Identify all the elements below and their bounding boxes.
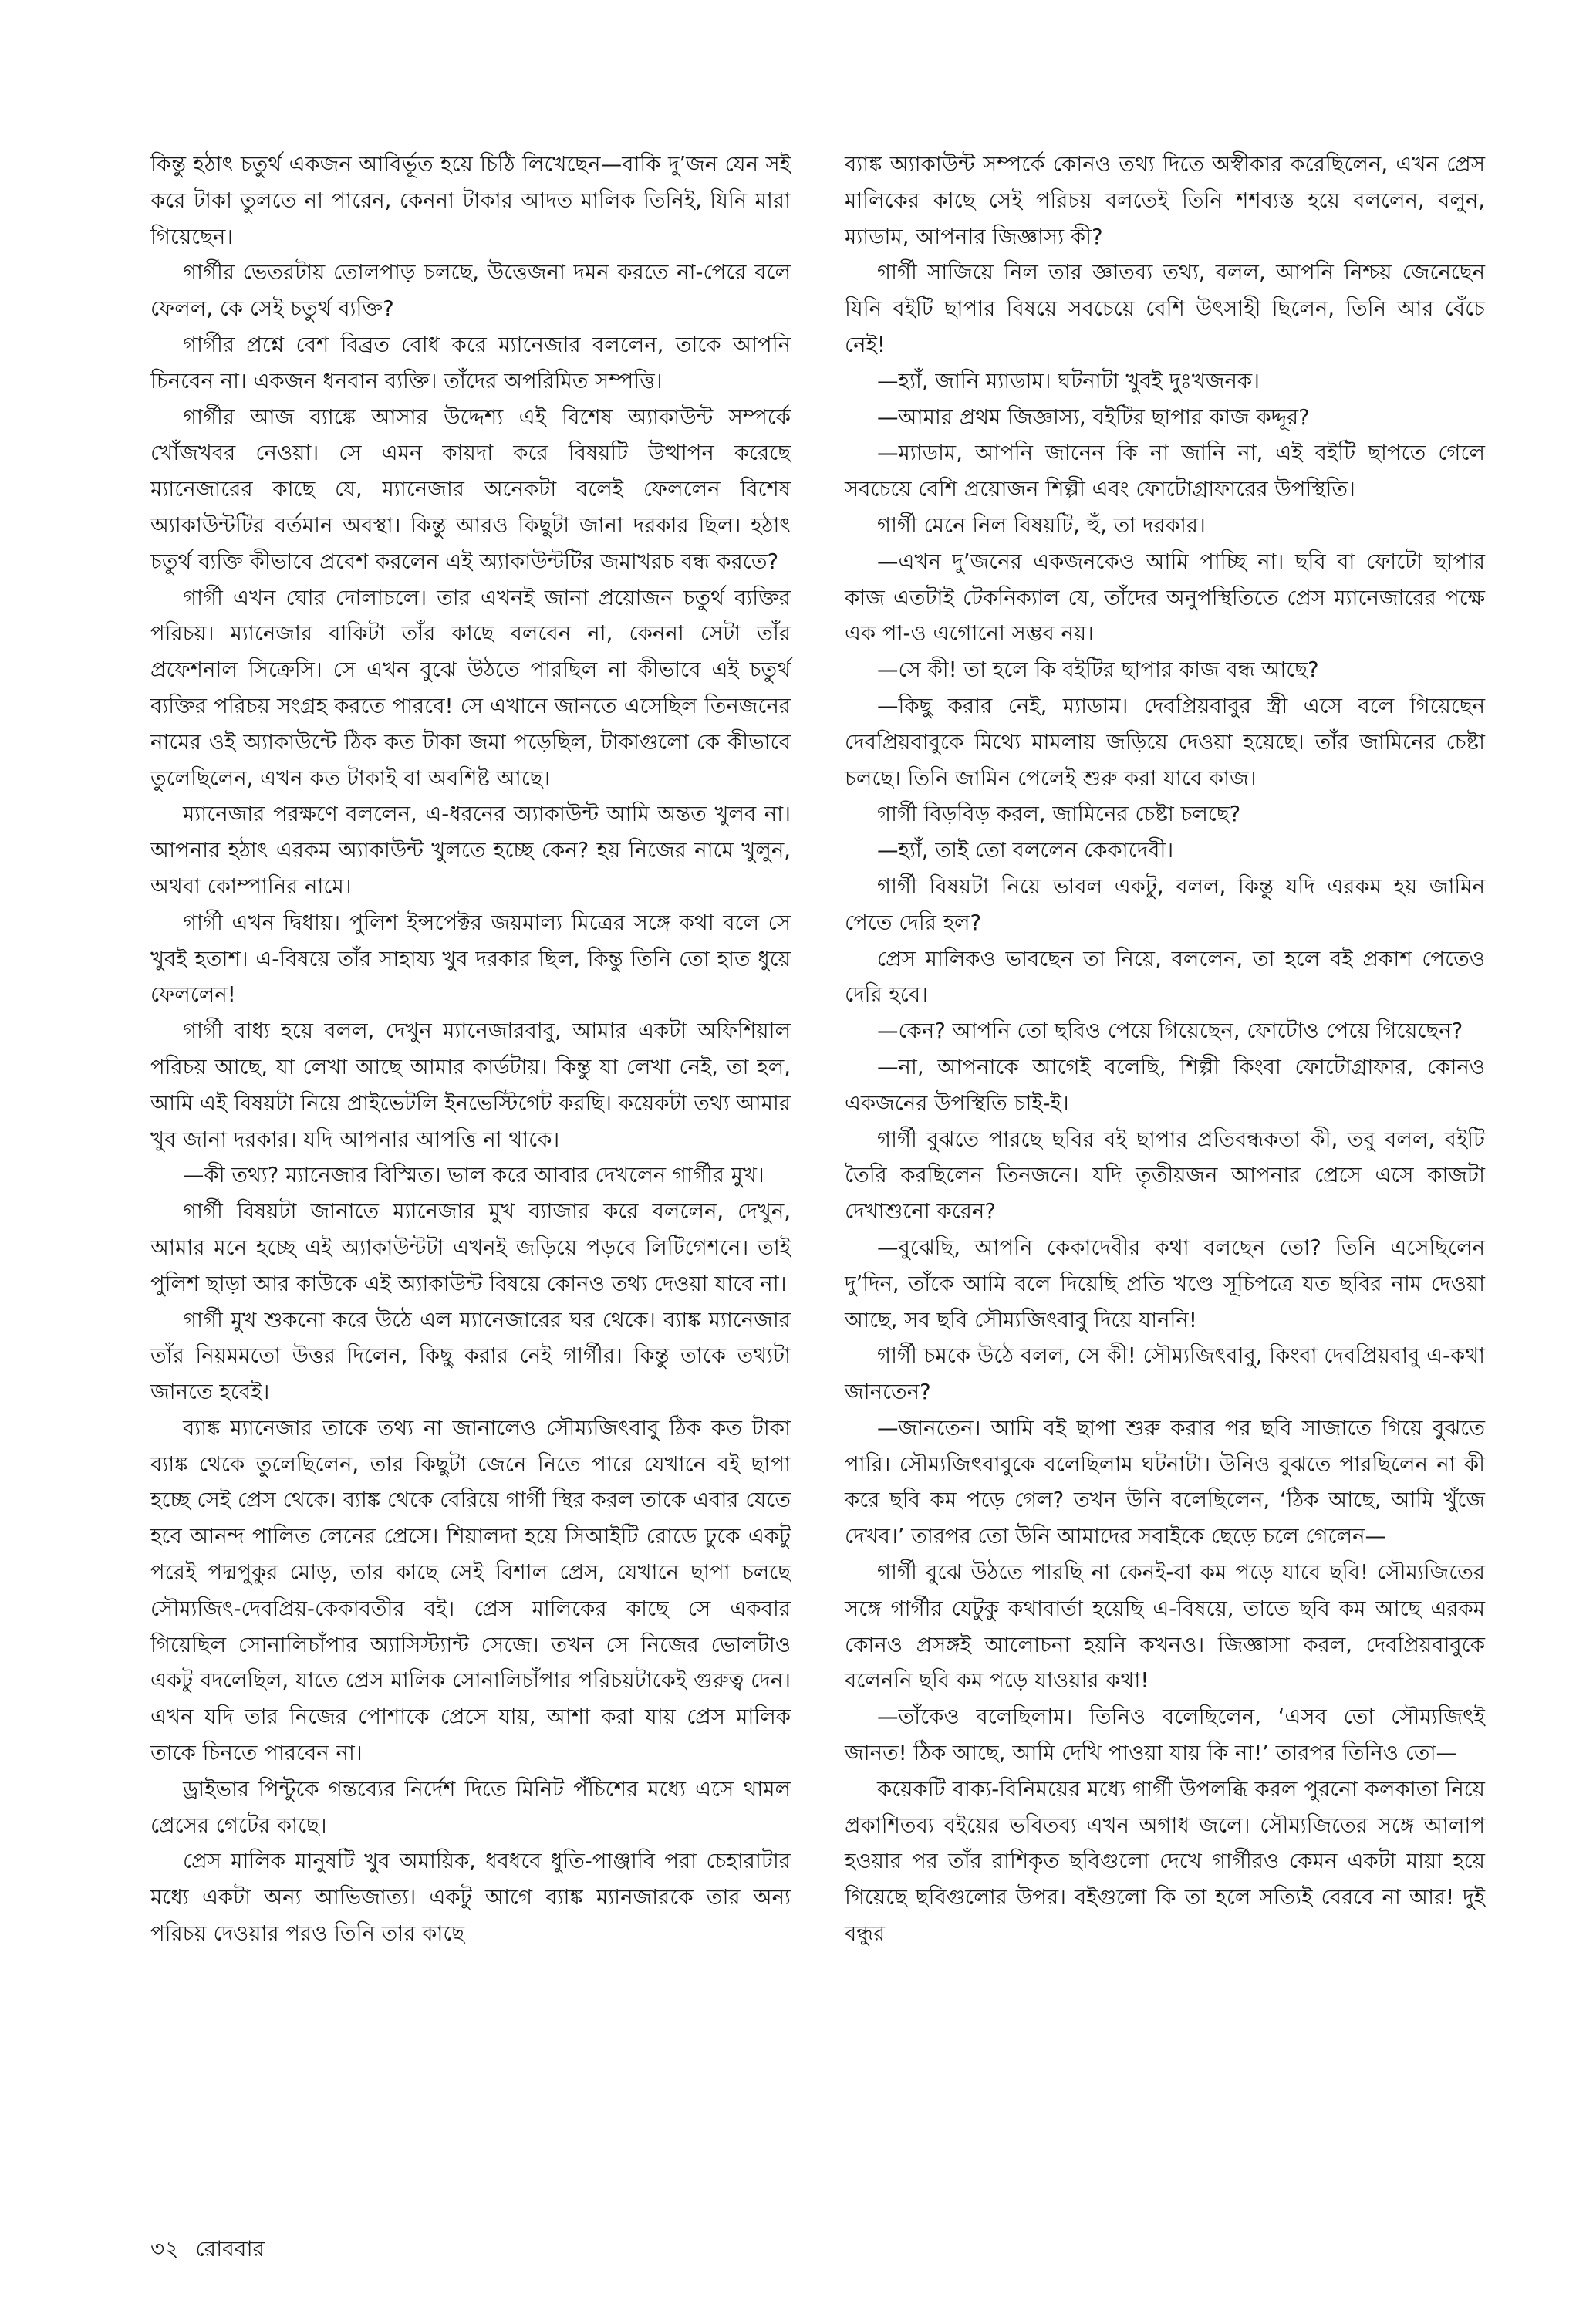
paragraph: —সে কী! তা হলে কি বইটির ছাপার কাজ বন্ধ আছে? [877,657,1319,683]
paragraph: কয়েকটি বাক্য-বিনিময়ের মধ্যে গার্গী উপলব্ধি করল পুরনো কলকাতা নিয়ে প্রকাশিতব্য বইয়ের ভবিতব্য এখন অগাধ জলে। সৌম্যজিতের সঙ্গে আলাপ হওয়ার পর তাঁর রাশিকৃত ছবিগুলো দেখে গার্গীরও কেমন একটা মায়া হয়ে গিয়েছে ছবিগুলোর উপর। বইগুলো কি তা হলে সত্যিই বেরবে না আর! দুই বন্ধুর [845,1776,1485,1947]
paragraph: গার্গীর আজ ব্যাঙ্কে আসার উদ্দেশ্য এই বিশেষ অ্যাকাউন্ট সম্পর্কে খোঁজখবর নেওয়া। সে এমন কায়দা করে বিষয়টি উত্থাপন করেছে ম্যানেজারের কাছে যে, ম্যানেজার অনেকটা বলেই ফেললেন বিশেষ অ্যাকাউন্টটির বর্তমান অবস্থা। কিন্তু আরও কিছুটা জানা দরকার ছিল। হঠাৎ চতুর্থ ব্যক্তি কীভাবে প্রবেশ করলেন এই অ্যাকাউন্টটির জমাখরচ বন্ধ করতে? [150,404,791,574]
paragraph: —বুঝেছি, আপনি কেকাদেবীর কথা বলছেন তো? তিনি এসেছিলেন দু’দিন, তাঁকে আমি বলে দিয়েছি প্রতি খণ্ডে সূচিপত্রে যত ছবির নাম দেওয়া আছে, সব ছবি সৌম্যজিৎবাবু দিয়ে যাননি! [845,1235,1485,1333]
paragraph: ম্যানেজার পরক্ষণে বললেন, এ-ধরনের অ্যাকাউন্ট আমি অন্তত খুলব না। আপনার হঠাৎ এরকম অ্যাকাউন্ট খুলতে হচ্ছে কেন? হয় নিজের নামে খুলুন, অথবা কোম্পানির নামে। [150,802,791,899]
paragraph: —জানতেন। আমি বই ছাপা শুরু করার পর ছবি সাজাতে গিয়ে বুঝতে পারি। সৌম্যজিৎবাবুকে বলেছিলাম ঘটনাটা। উনিও বুঝতে পারছিলেন না কী করে ছবি কম পড়ে গেল? তখন উনি বলেছিলেন, ‘ঠিক আছে, আমি খুঁজে দেখব।’ তারপর তো উনি আমাদের সবাইকে ছেড়ে চলে গেলেন— [845,1415,1485,1549]
paragraph: গার্গী এখন ঘোর দোলাচলে। তার এখনই জানা প্রয়োজন চতুর্থ ব্যক্তির পরিচয়। ম্যানেজার বাকিটা তাঁর কাছে বলবেন না, কেননা সেটা তাঁর প্রফেশনাল সিক্রেসি। সে এখন বুঝে উঠতে পারছিল না কীভাবে এই চতুর্থ ব্যক্তির পরিচয় সংগ্রহ করতে পারবে! সে এখানে জানতে এসেছিল তিনজনের নামের ওই অ্যাকাউন্টে ঠিক কত টাকা জমা পড়েছিল, টাকাগুলো কে কীভাবে তুলেছিলেন, এখন কত টাকাই বা অবশিষ্ট আছে। [150,585,791,791]
paragraph: গার্গীর ভেতরটায় তোলপাড় চলছে, উত্তেজনা দমন করতে না-পেরে বলে ফেলল, কে সেই চতুর্থ ব্যক্তি? [150,260,791,322]
paragraph: —কিছু করার নেই, ম্যাডাম। দেবপ্রিয়বাবুর স্ত্রী এসে বলে গিয়েছেন দেবপ্রিয়বাবুকে মিথ্যে মামলায় জড়িয়ে দেওয়া হয়েছে। তাঁর জামিনের চেষ্টা চলছে। তিনি জামিন পেলেই শুরু করা যাবে কাজ। [845,693,1485,791]
magazine-name: রোববার [195,2236,265,2262]
paragraph: প্রেস মালিকও ভাবছেন তা নিয়ে, বললেন, তা হলে বই প্রকাশ পেতেও দেরি হবে। [845,946,1485,1008]
paragraph: —আমার প্রথম জিজ্ঞাস্য, বইটির ছাপার কাজ কদ্দূর? [877,404,1310,430]
left-text-column [150,147,791,1952]
paragraph: গার্গী মেনে নিল বিষয়টি, হুঁ, তা দরকার। [877,512,1206,538]
paragraph: গার্গী বিষয়টা নিয়ে ভাবল একটু, বলল, কিন্তু যদি এরকম হয় জামিন পেতে দেরি হল? [845,873,1485,935]
paragraph: গার্গী চমকে উঠে বলল, সে কী! সৌম্যজিৎবাবু, কিংবা দেবপ্রিয়বাবু এ-কথা জানতেন? [845,1343,1485,1405]
paragraph: গার্গী বাধ্য হয়ে বলল, দেখুন ম্যানেজারবাবু, আমার একটা অফিশিয়াল পরিচয় আছে, যা লেখা আছে আমার কার্ডটায়। কিন্তু যা লেখা নেই, তা হল, আমি এই বিষয়টা নিয়ে প্রাইভেটলি ইনভেস্টিগেট করছি। কয়েকটা তথ্য আমার খুব জানা দরকার। যদি আপনার আপত্তি না থাকে। [150,1018,791,1152]
paragraph: —তাঁকেও বলেছিলাম। তিনিও বলেছিলেন, ‘এসব তো সৌম্যজিৎই জানত! ঠিক আছে, আমি দেখি পাওয়া যায় কি না!’ তারপর তিনিও তো— [845,1704,1485,1766]
paragraph: —হ্যাঁ, তাই তো বললেন কেকাদেবী। [877,838,1174,863]
right-text-column [845,147,1485,1952]
paragraph: —না, আপনাকে আগেই বলেছি, শিল্পী কিংবা ফোটোগ্রাফার, কোনও একজনের উপস্থিতি চাই-ই। [845,1054,1485,1116]
paragraph: —হ্যাঁ, জানি ম্যাডাম। ঘটনাটা খুবই দুঃখজনক। [877,368,1260,394]
paragraph: প্রেস মালিক মানুষটি খুব অমায়িক, ধবধবে ধুতি-পাঞ্জাবি পরা চেহারাটার মধ্যে একটা অন্য আভিজাত্য। একটু আগে ব্যাঙ্ক ম্যানজারকে তার অন্য পরিচয় দেওয়ার পরও তিনি তার কাছে [150,1849,791,1947]
paragraph: কিন্তু হঠাৎ চতুর্থ একজন আবির্ভূত হয়ে চিঠি লিখেছেন—বাকি দু’জন যেন সই করে টাকা তুলতে না পারেন, কেননা টাকার আদত মালিক তিনিই, যিনি মারা গিয়েছেন। [150,152,791,249]
paragraph: গার্গী মুখ শুকনো করে উঠে এল ম্যানেজারের ঘর থেকে। ব্যাঙ্ক ম্যানেজার তাঁর নিয়মমতো উত্তর দিলেন, কিছু করার নেই গার্গীর। কিন্তু তাকে তথ্যটা জানতে হবেই। [150,1307,791,1405]
paragraph: ড্রাইভার পিন্টুকে গন্তব্যের নির্দেশ দিতে মিনিট পঁচিশের মধ্যে এসে থামল প্রেসের গেটের কাছে। [150,1776,791,1838]
paragraph: —কী তথ্য? ম্যানেজার বিস্মিত। ভাল করে আবার দেখলেন গার্গীর মুখ। [183,1163,764,1188]
paragraph: ব্যাঙ্ক ম্যানেজার তাকে তথ্য না জানালেও সৌম্যজিৎবাবু ঠিক কত টাকা ব্যাঙ্ক থেকে তুলেছিলেন, তার কিছুটা জেনে নিতে পারে যেখানে বই ছাপা হচ্ছে সেই প্রেস থেকে। ব্যাঙ্ক থেকে বেরিয়ে গার্গী স্থির করল তাকে এবার যেতে হবে আনন্দ পালিত লেনের প্রেসে। শিয়ালদা হয়ে সিআইটি রোডে ঢুকে একটু পরেই পদ্মপুকুর মোড়, তার কাছে সেই বিশাল প্রেস, যেখানে ছাপা চলছে সৌম্যজিৎ-দেবপ্রিয়-কেকাবতীর বই। প্রেস মালিকের কাছে সে একবার গিয়েছিল সোনালিচাঁপার অ্যাসিস্ট্যান্ট সেজে। তখন সে নিজের ভোলটাও একটু বদলেছিল, যাতে প্রেস মালিক সোনালিচাঁপার পরিচয়টাকেই গুরুত্ব দেন। এখন যদি তার নিজের পোশাকে প্রেসে যায়, আশা করা যায় প্রেস মালিক তাকে চিনতে পারবেন না। [150,1415,791,1766]
paragraph: গার্গী এখন দ্বিধায়। পুলিশ ইন্সপেক্টর জয়মাল্য মিত্রের সঙ্গে কথা বলে সে খুবই হতাশ। এ-বিষয়ে তাঁর সাহায্য খুব দরকার ছিল, কিন্তু তিনি তো হাত ধুয়ে ফেললেন! [150,910,791,1008]
paragraph: গার্গী বিষয়টা জানাতে ম্যানেজার মুখ ব্যাজার করে বললেন, দেখুন, আমার মনে হচ্ছে এই অ্যাকাউন্টটা এখনই জড়িয়ে পড়বে লিটিগেশনে। তাই পুলিশ ছাড়া আর কাউকে এই অ্যাকাউন্ট বিষয়ে কোনও তথ্য দেওয়া যাবে না। [150,1199,791,1296]
paragraph: —কেন? আপনি তো ছবিও পেয়ে গিয়েছেন, ফোটোও পেয়ে গিয়েছেন? [877,1018,1463,1044]
paragraph: গার্গী বিড়বিড় করল, জামিনের চেষ্টা চলছে? [877,802,1241,827]
paragraph: গার্গী বুঝে উঠতে পারছি না কেনই-বা কম পড়ে যাবে ছবি! সৌম্যজিতের সঙ্গে গার্গীর যেটুকু কথাবার্তা হয়েছি এ-বিষয়ে, তাতে ছবি কম আছে এরকম কোনও প্রসঙ্গই আলোচনা হয়নি কখনও। জিজ্ঞাসা করল, দেবপ্রিয়বাবুকে বলেননি ছবি কম পড়ে যাওয়ার কথা! [845,1560,1485,1694]
page-footer [150,2234,282,2265]
paragraph: —ম্যাডাম, আপনি জানেন কি না জানি না, এই বইটি ছাপতে গেলে সবচেয়ে বেশি প্রয়োজন শিল্পী এবং ফোটোগ্রাফারের উপস্থিতি। [845,441,1485,502]
page-number: ৩২ [150,2236,179,2262]
paragraph: —এখন দু’জনের একজনকেও আমি পাচ্ছি না। ছবি বা ফোটো ছাপার কাজ এতটাই টেকনিক্যাল যে, তাঁদের অনুপস্থিতিতে প্রেস ম্যানেজারের পক্ষে এক পা-ও এগোনো সম্ভব নয়। [845,549,1485,647]
paragraph: গার্গী বুঝতে পারছে ছবির বই ছাপার প্রতিবন্ধকতা কী, তবু বলল, বইটি তৈরি করছিলেন তিনজনে। যদি তৃতীয়জন আপনার প্রেসে এসে কাজটা দেখাশুনো করেন? [845,1127,1485,1224]
paragraph: ব্যাঙ্ক অ্যাকাউন্ট সম্পর্কে কোনও তথ্য দিতে অস্বীকার করেছিলেন, এখন প্রেস মালিকের কাছে সেই পরিচয় বলতেই তিনি শশব্যস্ত হয়ে বললেন, বলুন, ম্যাডাম, আপনার জিজ্ঞাস্য কী? [845,152,1485,249]
paragraph: গার্গী সাজিয়ে নিল তার জ্ঞাতব্য তথ্য, বলল, আপনি নিশ্চয় জেনেছেন যিনি বইটি ছাপার বিষয়ে সবচেয়ে বেশি উৎসাহী ছিলেন, তিনি আর বেঁচে নেই! [845,260,1485,357]
paragraph: গার্গীর প্রশ্নে বেশ বিব্রত বোধ করে ম্যানেজার বললেন, তাকে আপনি চিনবেন না। একজন ধনবান ব্যক্তি। তাঁদের অপরিমিত সম্পত্তি। [150,332,791,394]
